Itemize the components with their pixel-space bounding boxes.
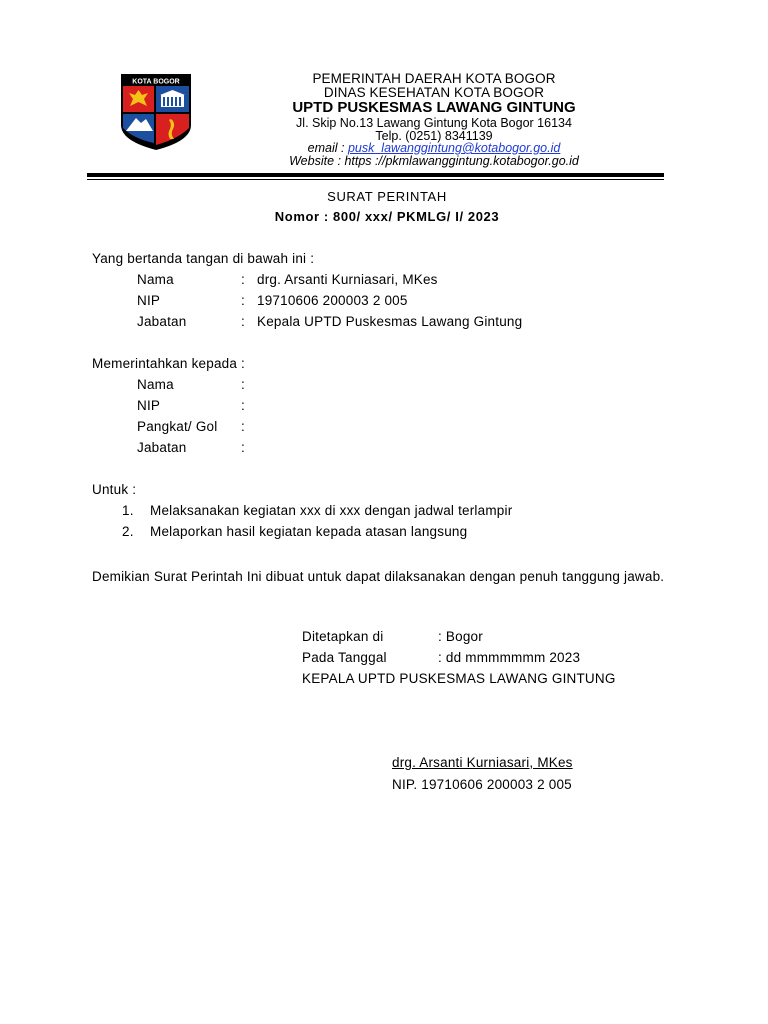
- closing-paragraph: Demikian Surat Perintah Ini dibuat untuk dapat dilaksanakan dengan penuh tanggung jawab.: [92, 569, 665, 584]
- purpose-intro: Untuk :: [92, 482, 137, 497]
- letterhead-agency: DINAS KESEHATAN KOTA BOGOR: [323, 85, 545, 100]
- letter-title: SURAT PERINTAH: [327, 189, 447, 204]
- issued-place-value: : Bogor: [438, 629, 483, 644]
- letterhead-divider-thick: [87, 173, 664, 177]
- purpose-item-2-text: Melaporkan hasil kegiatan kepada atasan langsung: [150, 524, 468, 539]
- purpose-item-1-number: 1.: [122, 503, 134, 518]
- signer-position-label: Jabatan: [137, 314, 187, 329]
- signatory-nip: NIP. 19710606 200003 2 005: [392, 777, 572, 792]
- signer-intro: Yang bertanda tangan di bawah ini :: [92, 251, 315, 266]
- letterhead-divider-thin: [87, 179, 664, 180]
- issued-date-label: Pada Tanggal: [302, 650, 387, 665]
- letterhead-government: PEMERINTAH DAERAH KOTA BOGOR: [312, 71, 556, 86]
- recipient-nip-label: NIP: [137, 398, 161, 413]
- purpose-item-2-number: 2.: [122, 524, 134, 539]
- recipient-intro: Memerintahkan kepada :: [92, 356, 245, 371]
- signer-name-value: drg. Arsanti Kurniasari, MKes: [257, 272, 438, 287]
- recipient-name-label: Nama: [137, 377, 174, 392]
- recipient-name-sep: :: [241, 377, 245, 392]
- letterhead-address: Jl. Skip No.13 Lawang Gintung Kota Bogor 16134: [296, 116, 572, 130]
- email-label: email :: [307, 141, 348, 155]
- signer-nip-sep: :: [241, 293, 245, 308]
- letterhead-institution: UPTD PUSKESMAS LAWANG GINTUNG: [292, 99, 576, 116]
- signer-nip-label: NIP: [137, 293, 161, 308]
- issued-date-value: : dd mmmmmmm 2023: [438, 650, 581, 665]
- letterhead-website: Website : https ://pkmlawanggintung.kotabogor.go.id: [289, 154, 579, 168]
- recipient-rank-label: Pangkat/ Gol: [137, 419, 218, 434]
- issuer-position: KEPALA UPTD PUSKESMAS LAWANG GINTUNG: [302, 671, 616, 686]
- recipient-position-sep: :: [241, 440, 245, 455]
- signer-position-sep: :: [241, 314, 245, 329]
- letterhead-email-line: [50, 141, 768, 155]
- signer-name-sep: :: [241, 272, 245, 287]
- logo-label: KOTA BOGOR: [132, 78, 180, 86]
- email-link[interactable]: pusk_lawanggintung@kotabogor.go.id: [347, 141, 561, 155]
- issued-place-label: Ditetapkan di: [302, 629, 384, 644]
- signatory-name: drg. Arsanti Kurniasari, MKes: [392, 755, 573, 770]
- signer-name-label: Nama: [137, 272, 174, 287]
- recipient-rank-sep: :: [241, 419, 245, 434]
- recipient-position-label: Jabatan: [137, 440, 187, 455]
- signer-nip-value: 19710606 200003 2 005: [257, 293, 408, 308]
- purpose-item-1-text: Melaksanakan kegiatan xxx di xxx dengan jadwal terlampir: [150, 503, 513, 518]
- letter-number: Nomor : 800/ xxx/ PKMLG/ I/ 2023: [274, 209, 500, 224]
- letterhead-phone: Telp. (0251) 8341139: [375, 129, 493, 143]
- recipient-nip-sep: :: [241, 398, 245, 413]
- signer-position-value: Kepala UPTD Puskesmas Lawang Gintung: [257, 314, 523, 329]
